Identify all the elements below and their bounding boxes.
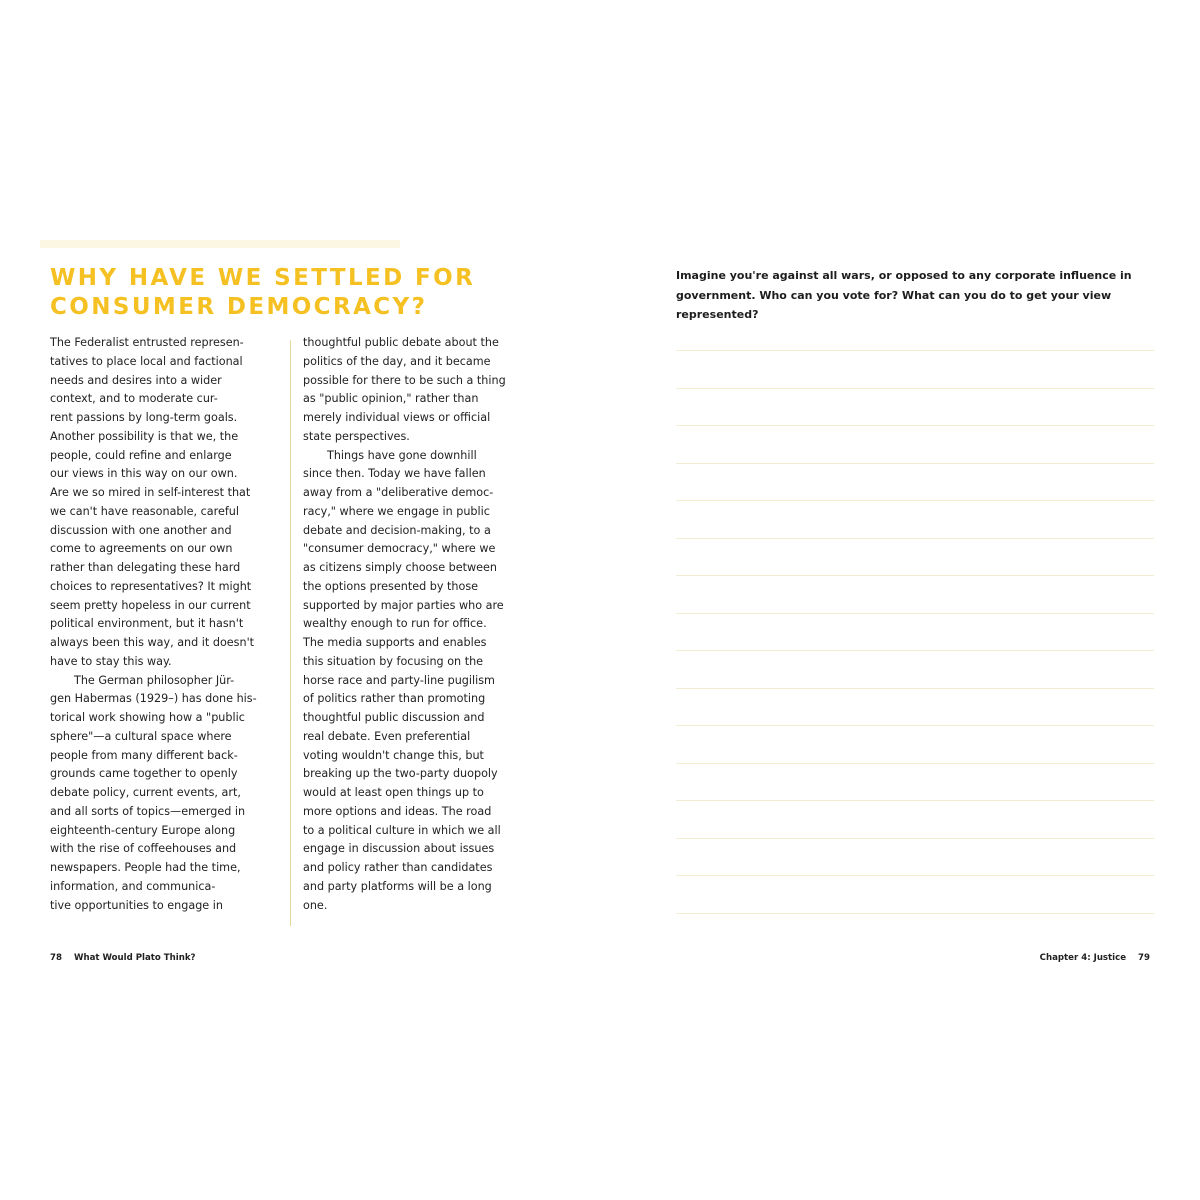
left-page-number: 78 (50, 953, 62, 963)
writing-line (676, 688, 1154, 689)
writing-line (676, 800, 1154, 801)
writing-line (676, 575, 1154, 576)
heading-highlight-band (40, 240, 400, 248)
writing-line (676, 913, 1154, 914)
exercise-prompt: Imagine you're against all wars, or opposed to any corporate influence in government. Who can you vote for? What can you do to get your view represented? (676, 269, 1132, 321)
right-page-number: 79 (1138, 953, 1150, 963)
text-column-1 (50, 334, 282, 915)
writing-line (676, 725, 1154, 726)
column1-paragraph-1: The Federalist entrusted represen- tatives to place local and factional needs and desires into a wider context, and to moderate cur- rent passions by long-term goals. Another possibility is that we, the people, could refine and enlarge our views in this way on our own. Are we so mired in self-interest that we can't have reasonable, careful discussion with one another and come to agreements on our own rather than delegating these hard choices to representatives? It might seem pretty hopeless in our current political environment, but it hasn't always been this way, and it doesn't have to stay this way. (50, 336, 255, 668)
text-column-2 (303, 334, 535, 915)
column1-paragraph-2: The German philosopher Jür- gen Habermas (1929–) has done his- torical work showing how a "public sphere"—a cultural space where people from many different back- grounds came together to openly debate policy, current events, art, and all sorts of topics—emerged in eighteenth-century Europe along with the rise of coffeehouses and newspapers. People had the time, information, and communica- tive opportunities to engage in (50, 673, 257, 912)
writing-line (676, 613, 1154, 614)
left-running-title: What Would Plato Think? (73, 953, 196, 963)
heading-line-2: CONSUMER DEMOCRACY? (50, 294, 428, 320)
writing-line (676, 425, 1154, 426)
right-running-title: Chapter 4: Justice (1039, 953, 1127, 963)
writing-line (676, 763, 1154, 764)
writing-line (676, 350, 1154, 351)
column-divider (290, 340, 291, 926)
writing-line (676, 463, 1154, 464)
writing-line (676, 388, 1154, 389)
heading-line-1: WHY HAVE WE SETTLED FOR (50, 265, 476, 291)
section-heading (50, 264, 490, 322)
writing-line (676, 500, 1154, 501)
writing-line (676, 650, 1154, 651)
right-page (600, 0, 1200, 1200)
column2-paragraph-2: Things have gone downhill since then. Today we have fallen away from a "deliberative democ- racy," where we engage in public debate and decision-making, to a "consumer democracy," where we as citizens simply choose between the options presented by those supported by major parties who are wealthy enough to run for office. The media supports and enables this situation by focusing on the horse race and party-line pugilism of politics rather than promoting thoughtful public discussion and real debate. Even preferential voting wouldn't change this, but breaking up the two-party duopoly would at least open things up to more options and ideas. The road to a political culture in which we all engage in discussion about issues and policy rather than candidates and party platforms will be a long one. (303, 448, 504, 912)
writing-line (676, 838, 1154, 839)
writing-lines-area (676, 350, 1154, 920)
writing-line (676, 875, 1154, 876)
left-footer (50, 953, 196, 963)
right-footer (1040, 953, 1150, 963)
writing-line (676, 538, 1154, 539)
column2-paragraph-1: thoughtful public debate about the politics of the day, and it became possible for there to be such a thing as "public opinion," rather than merely individual views or official state perspectives. (303, 336, 506, 443)
